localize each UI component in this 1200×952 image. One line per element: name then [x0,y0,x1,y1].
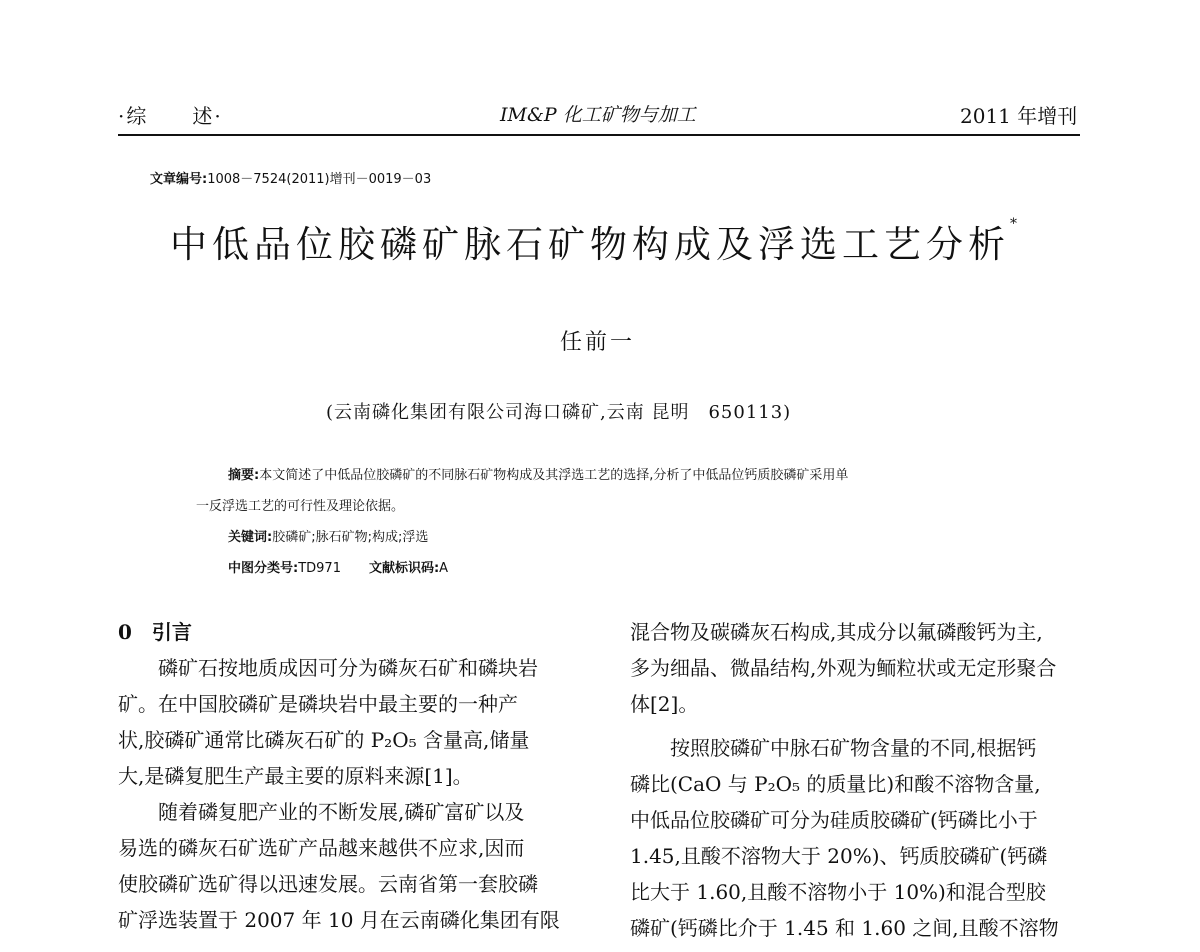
body-line: 1.45,且酸不溶物大于 20%)、钙质胶磷矿(钙磷 [630,844,1048,868]
clc-label: 中图分类号: [228,561,299,576]
keywords-text: 胶磷矿;脉石矿物;构成;浮选 [272,530,429,545]
section-label: ·综 述· [118,104,223,128]
body-line: 磷比(CaO 与 P₂O₅ 的质量比)和酸不溶物含量, [630,772,1041,796]
body-line: 易选的磷灰石矿选矿产品越来越供不应求,因而 [118,836,525,860]
body-line: 混合物及碳磷灰石构成,其成分以氟磷酸钙为主, [630,620,1043,644]
body-line: 磷矿石按地质成因可分为磷灰石矿和磷块岩 [158,656,538,680]
paper-title-text: 中低品位胶磷矿脉石矿物构成及浮选工艺分析 [170,223,1010,266]
article-number-value: 1008－7524(2011)增刊－0019－03 [207,172,432,187]
body-line: 随着磷复肥产业的不断发展,磷矿富矿以及 [158,800,525,824]
title-footnote-mark: * [1010,216,1022,232]
abstract-text-1: 本文简述了中低品位胶磷矿的不同脉石矿物构成及其浮选工艺的选择,分析了中低品位钙质胶磷矿采用单 [259,468,849,483]
journal-name: IM&P 化工矿物与加工 [500,104,696,126]
body-line: 使胶磷矿选矿得以迅速发展。云南省第一套胶磷 [118,872,538,896]
body-line: 矿。在中国胶磷矿是磷块岩中最主要的一种产 [118,692,518,716]
body-line: 大,是磷复肥生产最主要的原料来源[1]。 [118,764,473,788]
body-line: 按照胶磷矿中脉石矿物含量的不同,根据钙 [670,736,1037,760]
abstract-label: 摘要: [228,468,260,483]
body-line: 多为细晶、微晶结构,外观为鲕粒状或无定形聚合 [630,656,1057,680]
keywords-line [228,522,848,553]
right-column [630,614,1082,946]
section-heading: 0 引言 [118,620,192,644]
body-line: 中低品位胶磷矿可分为硅质胶磷矿(钙磷比小于 [630,808,1038,832]
clc-value: TD971 [298,561,341,576]
abstract-line-1 [228,460,848,491]
doc-code-value: A [439,561,449,576]
body-line: 体[2]。 [630,692,699,716]
article-number [150,168,431,187]
left-column [118,614,580,938]
affiliation: (云南磷化集团有限公司海口磷矿,云南 昆明 650113) [326,402,792,423]
abstract-block [196,460,849,584]
keywords-label: 关键词: [228,530,273,545]
paper-title [170,214,1022,268]
article-number-label: 文章编号: [150,172,208,187]
issue-label: 2011 年增刊 [960,104,1078,128]
body-line: 矿浮选装置于 2007 年 10 月在云南磷化集团有限 [118,908,560,932]
body-line: 比大于 1.60,且酸不溶物小于 10%)和混合型胶 [630,880,1046,904]
classification-line [228,553,848,584]
doc-code-label: 文献标识码: [368,561,440,576]
body-line: 磷矿(钙磷比介于 1.45 和 1.60 之间,且酸不溶物 [630,916,1059,940]
author-name: 任前一 [560,330,636,355]
header-rule [118,134,1080,136]
body-line: 状,胶磷矿通常比磷灰石矿的 P₂O₅ 含量高,储量 [118,728,530,752]
abstract-line-2: 一反浮选工艺的可行性及理论依据。 [196,499,405,514]
paragraph-gap [630,722,1082,730]
